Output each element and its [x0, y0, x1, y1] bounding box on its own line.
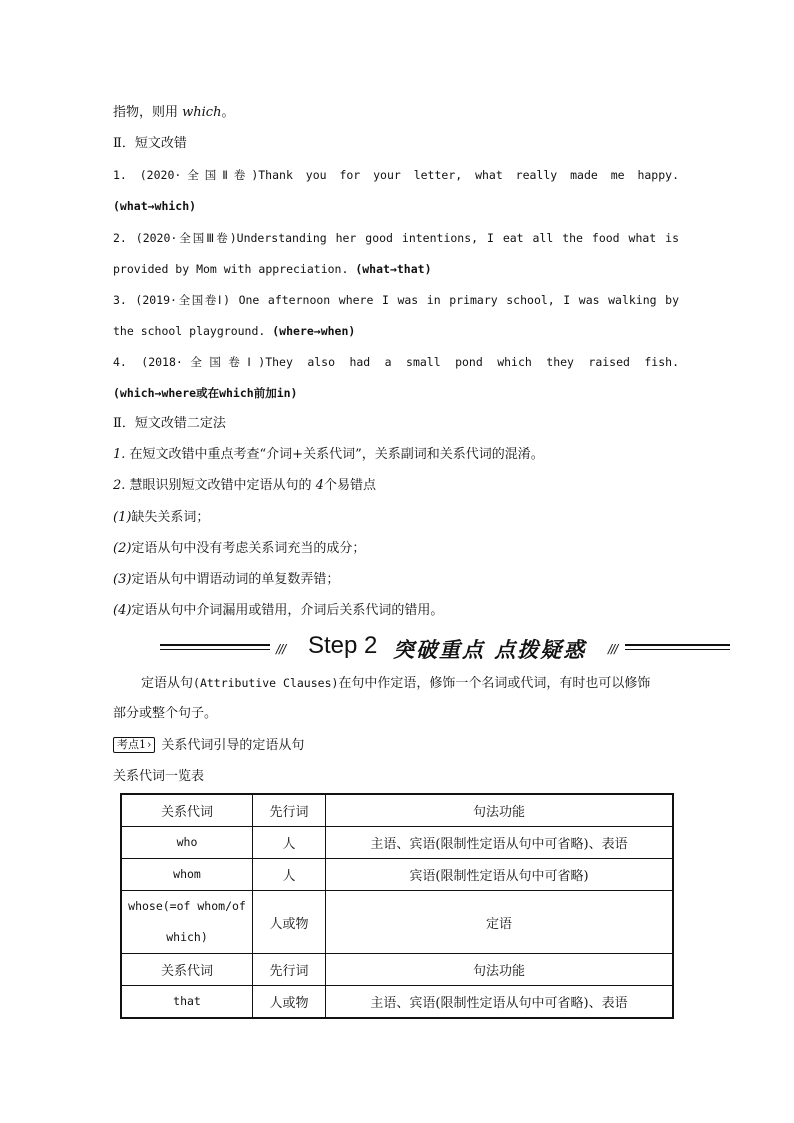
intro-keyword: which — [182, 105, 222, 120]
kaodian-heading — [113, 736, 304, 756]
table-caption: 关系代词一览表 — [113, 769, 205, 784]
exercise-item-4-line1: 4. (2018·全国卷Ⅰ)They also had a small pond which they raised fish. — [113, 355, 679, 369]
table-cell: 宾语(限制性定语从句中可省略) — [326, 859, 674, 891]
exercise-item-3-line1: 3. (2019·全国卷Ⅰ) One afternoon where I was in primary school, I was walking by — [113, 293, 679, 307]
table-header-cell: 关系代词 — [121, 794, 253, 827]
exercise-item-1-line1: 1. (2020·全国Ⅱ卷)Thank you for your letter, what really made me happy. — [113, 168, 679, 182]
method-point-1-text: 在短文改错中重点考查“介词+关系代词”，关系副词和关系代词的混淆。 — [125, 447, 544, 462]
definition-term: 定语从句 — [141, 676, 194, 691]
table-cell: 定语 — [326, 891, 674, 954]
banner-rule-right — [625, 644, 730, 654]
error-point-1-text: 缺失关系词； — [131, 510, 210, 525]
banner-slash-right: /// — [608, 642, 618, 656]
table-row — [121, 986, 673, 1019]
error-point-3-number: (3) — [113, 572, 132, 587]
table-cell: 关系代词 — [121, 954, 253, 986]
error-point-4 — [113, 601, 443, 621]
banner-rule-left — [160, 644, 270, 654]
table-cell: 先行词 — [253, 954, 326, 986]
error-point-2-text: 定语从句中没有考虑关系词充当的成分； — [131, 541, 366, 556]
relative-pronoun-table — [120, 793, 674, 1019]
table-row — [121, 827, 673, 859]
step-banner — [160, 632, 730, 668]
definition-line1 — [141, 673, 650, 694]
exercise-item-2-answer: (what→that) — [355, 262, 432, 276]
table-cell: 人或物 — [253, 986, 326, 1019]
table-header-cell: 句法功能 — [326, 794, 674, 827]
table-cell: 句法功能 — [326, 954, 674, 986]
table-row — [121, 954, 673, 986]
section-heading-method: Ⅱ．短文改错二定法 — [113, 416, 226, 431]
exercise-item-3-text: the school playground. — [113, 324, 273, 338]
method-point-2-text-b: 个易错点 — [323, 478, 376, 493]
table-cell: 人 — [253, 859, 326, 891]
exercise-item-2-line1: 2. (2020·全国Ⅲ卷)Understanding her good intentions, I eat all the food what is — [113, 231, 679, 245]
definition-line2: 部分或整个句子。 — [113, 706, 218, 721]
exercise-item-1-answer: (what→which) — [113, 199, 197, 213]
exercise-item-3-answer: (where→when) — [272, 324, 356, 338]
error-point-4-text: 定语从句中介词漏用或错用，介词后关系代词的错用。 — [131, 603, 444, 618]
kaodian-badge: 考点1 › — [113, 737, 155, 753]
banner-subtitle: 突破重点 点拨疑惑 — [393, 637, 587, 662]
definition-english: (Attributive Clauses) — [193, 676, 339, 690]
error-point-1 — [113, 508, 209, 528]
method-point-1 — [113, 445, 544, 465]
table-header-row — [121, 794, 673, 827]
exercise-item-2-text: provided by Mom with appreciation. — [113, 262, 356, 276]
kaodian-title: 关系代词引导的定语从句 — [161, 738, 305, 753]
error-point-2-number: (2) — [113, 541, 132, 556]
table-cell: who — [121, 827, 253, 859]
method-point-2 — [113, 476, 376, 496]
table-cell: whose(=of whom/of which) — [121, 891, 253, 954]
banner-slash-left: /// — [276, 642, 286, 656]
table-cell: whom — [121, 859, 253, 891]
table-cell: 人或物 — [253, 891, 326, 954]
table-row — [121, 859, 673, 891]
table-cell: 人 — [253, 827, 326, 859]
method-point-2-number: 2. — [113, 478, 126, 493]
intro-period: 。 — [221, 105, 235, 120]
intro-text: 指物，则用 — [113, 105, 183, 120]
banner-title: Step 2 — [308, 632, 378, 659]
error-point-2 — [113, 539, 365, 559]
table-cell: 主语、宾语(限制性定语从句中可省略)、表语 — [326, 827, 674, 859]
error-point-3-text: 定语从句中谓语动词的单复数弄错； — [131, 572, 340, 587]
error-point-4-number: (4) — [113, 603, 132, 618]
method-point-2-count: 4 — [315, 478, 324, 493]
exercise-item-4-answer: (which→where或在which前加in) — [113, 386, 298, 400]
error-point-3 — [113, 570, 339, 590]
exercise-item-2-line2 — [113, 259, 432, 279]
method-point-1-number: 1. — [113, 447, 126, 462]
exercise-item-3-line2 — [113, 321, 355, 341]
table-header-cell: 先行词 — [253, 794, 326, 827]
table-cell: that — [121, 986, 253, 1019]
definition-text: 在句中作定语，修饰一个名词或代词，有时也可以修饰 — [338, 676, 651, 691]
section-heading-correction: Ⅱ．短文改错 — [113, 136, 187, 151]
error-point-1-number: (1) — [113, 510, 132, 525]
intro-tail — [113, 103, 234, 123]
method-point-2-text-a: 慧眼识别短文改错中定语从句的 — [125, 478, 316, 493]
table-cell: 主语、宾语(限制性定语从句中可省略)、表语 — [326, 986, 674, 1019]
table-row — [121, 891, 673, 954]
